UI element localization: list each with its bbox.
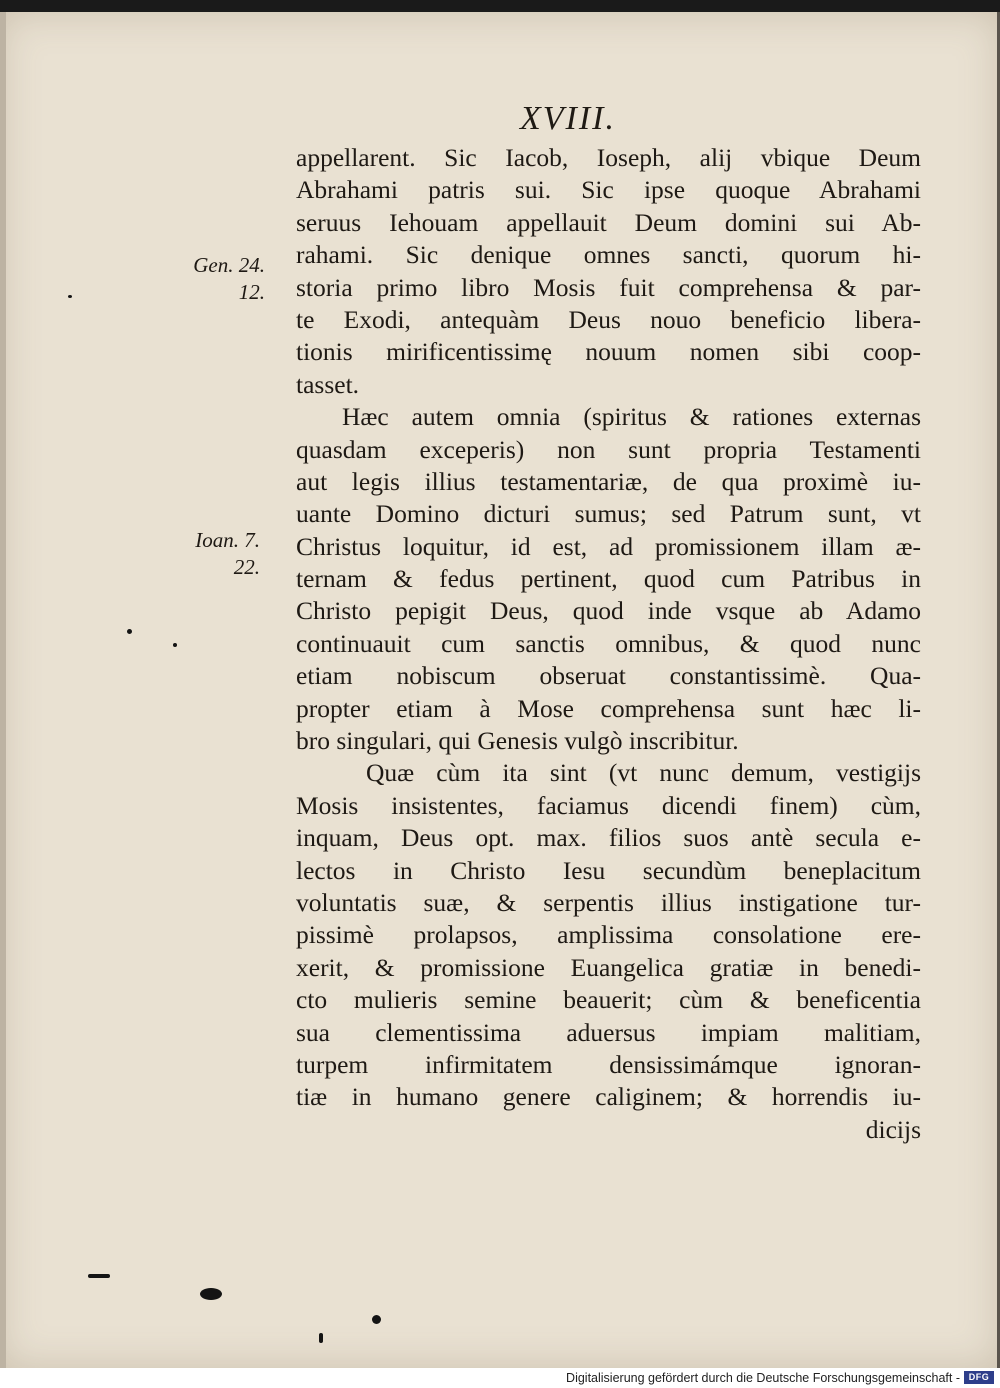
text-line: Mosis insistentes, faciamus dicendi finem) cùm, — [296, 790, 921, 820]
page-left-edge — [0, 12, 6, 1368]
text-line: continuauit cum sanctis omnibus, & quod nunc — [296, 628, 921, 658]
text-line: bro singulari, qui Genesis vulgò inscribitur. — [296, 726, 739, 756]
margin-note-line: 12. — [238, 280, 265, 304]
digitization-footer — [0, 1368, 1000, 1388]
body-text — [296, 142, 921, 1146]
ink-speck — [127, 629, 132, 634]
text-line: Quæ cùm ita sint (vt nunc demum, vestigijs — [366, 758, 921, 788]
text-line: Christus loquitur, id est, ad promissionem illam æ- — [296, 531, 921, 561]
paragraph — [296, 401, 921, 757]
text-line: etiam nobiscum obseruat constantissimè. Qua- — [296, 661, 921, 691]
text-line: propter etiam à Mose comprehensa sunt hæc li- — [296, 693, 921, 723]
ink-speck — [68, 295, 72, 298]
text-line: Hæc autem omnia (spiritus & rationes externas — [342, 402, 921, 432]
dfg-logo-icon: DFG — [964, 1371, 994, 1384]
text-line: te Exodi, antequàm Deus nouo beneficio libera- — [296, 304, 921, 334]
text-line: tasset. — [296, 369, 360, 399]
text-line: aut legis illius testamentariæ, de qua proximè iu- — [296, 466, 921, 496]
text-line: cto mulieris semine beauerit; cùm & beneficentia — [296, 985, 921, 1015]
text-line: xerit, & promissione Euangelica gratiæ in benedi- — [296, 952, 921, 982]
text-line: tiæ in humano genere caliginem; & horrendis iu- — [296, 1082, 921, 1112]
catchword: dicijs — [865, 1114, 921, 1144]
text-line: pissimè prolapsos, amplissima consolatione ere- — [296, 920, 921, 950]
margin-note-line: 22. — [233, 555, 260, 579]
text-line: tionis mirificentissimę nouum nomen sibi coop- — [296, 337, 921, 367]
margin-note-ioan — [150, 527, 260, 581]
margin-note-line: Ioan. 7. — [195, 528, 260, 552]
ink-speck — [319, 1333, 323, 1343]
text-line: storia primo libro Mosis fuit comprehensa & par- — [296, 272, 921, 302]
ink-speck — [372, 1315, 381, 1324]
ink-speck — [200, 1288, 222, 1300]
ink-speck — [88, 1274, 110, 1278]
ink-speck — [173, 643, 177, 647]
margin-note-line: Gen. 24. — [193, 253, 265, 277]
text-line: appellarent. Sic Iacob, Ioseph, alij vbique Deum — [296, 143, 921, 172]
text-line: sua clementissima aduersus impiam malitiam, — [296, 1017, 921, 1047]
page-header: XVIII. — [520, 100, 617, 137]
text-line: voluntatis suæ, & serpentis illius instigatione tur- — [296, 887, 921, 917]
text-line: Abrahami patris sui. Sic ipse quoque Abrahami — [296, 175, 921, 205]
paragraph — [296, 757, 921, 1146]
text-line: lectos in Christo Iesu secundùm beneplacitum — [296, 855, 921, 885]
text-line: turpem infirmitatem densissimámque ignoran- — [296, 1049, 921, 1079]
text-line: ternam & fedus pertinent, quod cum Patribus in — [296, 564, 921, 594]
text-line: Christo pepigit Deus, quod inde vsque ab Adamo — [296, 596, 921, 626]
text-line: inquam, Deus opt. max. filios suos antè secula e- — [296, 823, 921, 853]
paragraph — [296, 142, 921, 401]
margin-note-gen — [155, 252, 265, 306]
text-line: uante Domino dicturi sumus; sed Patrum sunt, vt — [296, 499, 921, 529]
text-line: seruus Iehouam appellauit Deum domini sui Ab- — [296, 207, 921, 237]
footer-credit: Digitalisierung gefördert durch die Deutsche Forschungsgemeinschaft - — [566, 1371, 960, 1385]
text-line: rahami. Sic denique omnes sancti, quorum hi- — [296, 240, 921, 270]
text-line: quasdam exceperis) non sunt propria Testamenti — [296, 434, 921, 464]
